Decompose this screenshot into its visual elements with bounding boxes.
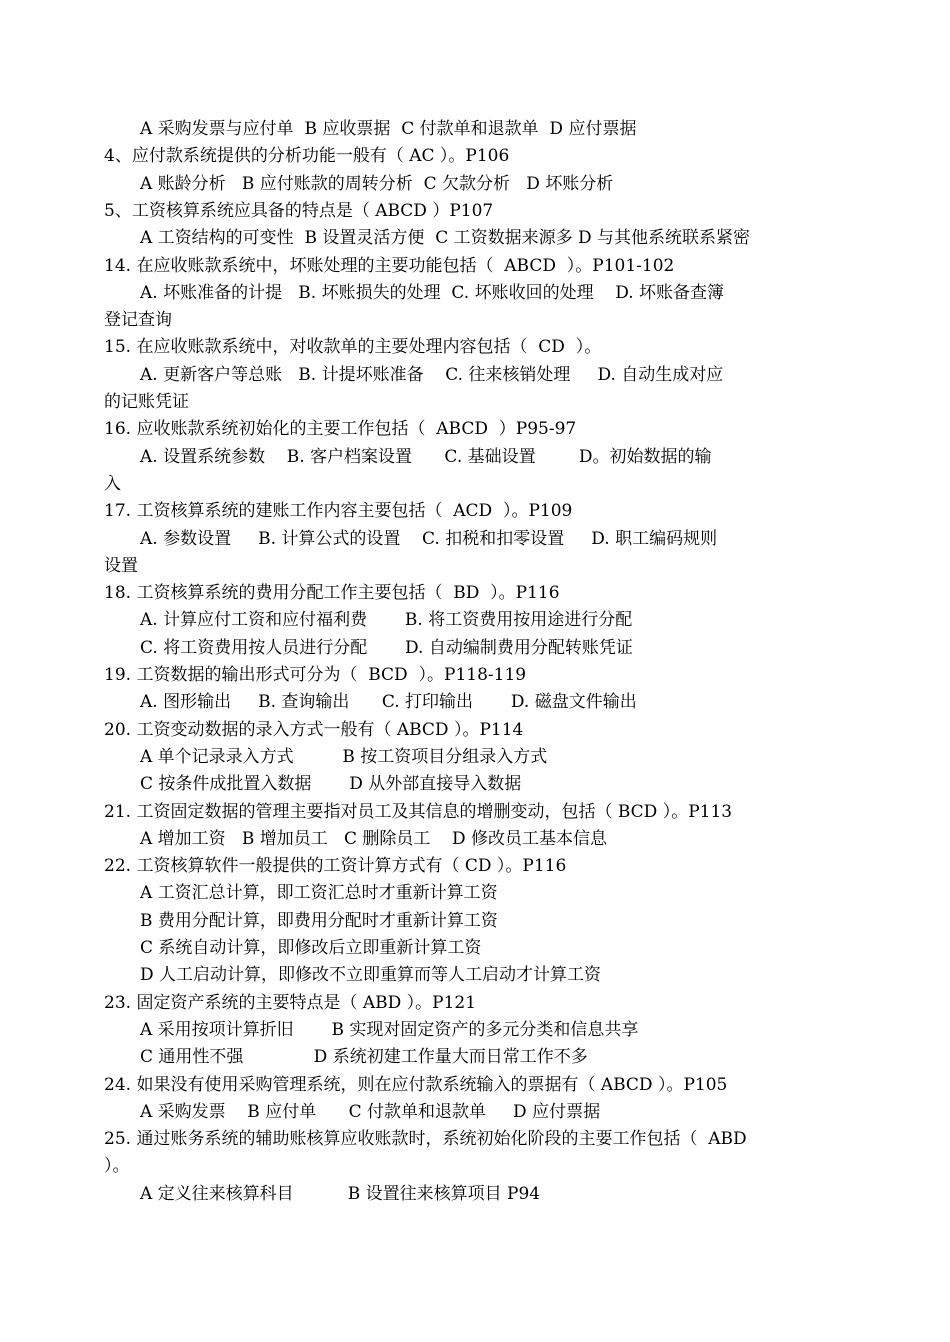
question-line: 15. 在应收账款系统中，对收款单的主要处理内容包括（ CD ）。 [104,337,602,358]
option-line: C 按条件成批置入数据 D 从外部直接导入数据 [140,774,522,795]
question-line: 16. 应收账款系统初始化的主要工作包括（ ABCD ）P95-97 [104,419,577,440]
option-line: B 费用分配计算，即费用分配时才重新计算工资 [140,910,498,931]
option-line: A. 参数设置 B. 计算公式的设置 C. 扣税和扣零设置 D. 职工编码规则 [140,528,718,549]
option-line: A 工资结构的可变性 B 设置灵活方便 C 工资数据来源多 D 与其他系统联系紧密 [140,228,751,249]
option-line: A 账龄分析 B 应付账款的周转分析 C 欠款分析 D 坏账分析 [140,173,614,194]
continuation-line: 设置 [104,555,138,576]
continuation-line: 入 [104,473,121,494]
option-line: A. 设置系统参数 B. 客户档案设置 C. 基础设置 D。初始数据的输 [140,446,712,467]
option-line: A 工资汇总计算，即工资汇总时才重新计算工资 [140,883,498,904]
option-line: C 通用性不强 D 系统初建工作量大而日常工作不多 [140,1047,588,1068]
question-line: 19. 工资数据的输出形式可分为（ BCD ）。P118-119 [104,665,527,685]
question-line: 21. 工资固定数据的管理主要指对员工及其信息的增删变动，包括（ BCD ）。P113 [104,801,733,822]
question-line: 17. 工资核算系统的建账工作内容主要包括（ ACD ）。P109 [104,501,573,522]
option-line: A. 坏账准备的计提 B. 坏账损失的处理 C. 坏账收回的处理 D. 坏账备查簿 [140,282,725,303]
question-line: 20. 工资变动数据的录入方式一般有（ ABCD ）。P114 [104,719,524,740]
question-line: 24. 如果没有使用采购管理系统，则在应付款系统输入的票据有（ ABCD ）。P105 [104,1074,728,1095]
option-line: A 增加工资 B 增加员工 C 删除员工 D 修改员工基本信息 [140,828,608,849]
option-line: A. 计算应付工资和应付福利费 B. 将工资费用按用途进行分配 [140,610,633,631]
option-line: C 系统自动计算，即修改后立即重新计算工资 [140,938,482,958]
option-line: A. 更新客户等总账 B. 计提坏账准备 C. 往来核销处理 D. 自动生成对应 [140,364,724,385]
question-line: 14. 在应收账款系统中，坏账处理的主要功能包括（ ABCD ）。P101-102 [104,255,675,276]
question-line: 4、应付款系统提供的分析功能一般有（ AC ）。P106 [104,146,510,167]
continuation-line: 登记查询 [104,310,172,331]
option-line: A. 图形输出 B. 查询输出 C. 打印输出 D. 磁盘文件输出 [140,692,637,713]
continuation-line: ）。 [104,1156,130,1177]
option-line: D 人工启动计算，即修改不立即重算而等人工启动才计算工资 [140,965,602,986]
option-line: C. 将工资费用按人员进行分配 D. 自动编制费用分配转账凭证 [140,637,633,658]
option-line: A 单个记录录入方式 B 按工资项目分组录入方式 [140,746,548,767]
question-line: 5、工资核算系统应具备的特点是（ ABCD ）P107 [104,200,494,221]
continuation-line: 的记账凭证 [104,392,189,412]
option-line: A 采购发票与应付单 B 应收票据 C 付款单和退款单 D 应付票据 [140,119,637,139]
option-line: A 定义往来核算科目 B 设置往来核算项目 P94 [140,1183,541,1204]
question-line: 25. 通过账务系统的辅助账核算应收账款时，系统初始化阶段的主要工作包括（ ABD [104,1129,747,1150]
option-line: A 采用按项计算折旧 B 实现对固定资产的多元分类和信息共享 [140,1019,639,1040]
question-line: 18. 工资核算系统的费用分配工作主要包括（ BD ）。P116 [104,583,560,604]
question-line: 23. 固定资产系统的主要特点是（ ABD ）。P121 [104,992,477,1013]
question-line: 22. 工资核算软件一般提供的工资计算方式有（ CD ）。P116 [104,856,567,877]
option-line: A 采购发票 B 应付单 C 付款单和退款单 D 应付票据 [140,1101,601,1122]
